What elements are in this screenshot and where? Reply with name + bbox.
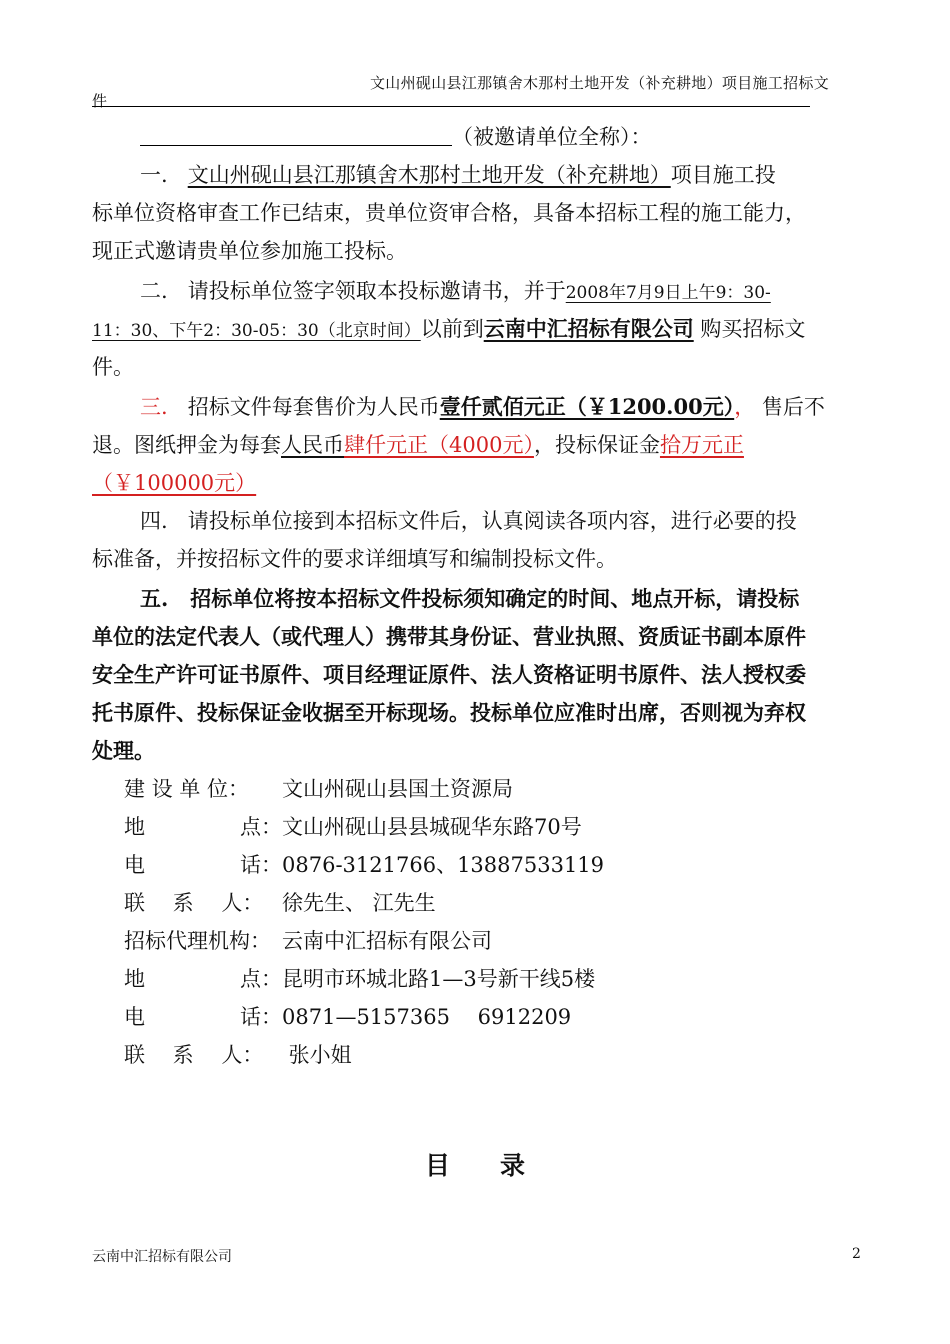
para4-line2: 标准备，并按招标文件的要求详细填写和编制投标文件。	[92, 547, 617, 571]
bid-bond: 拾万元正	[659, 433, 744, 457]
running-header-continuation: 件	[92, 92, 108, 110]
para2-line1	[140, 272, 912, 312]
para1-text: 项目施工投	[670, 163, 776, 187]
para2-text-b: 以前到	[420, 317, 484, 341]
owner-phone-label-b: 话：	[240, 853, 282, 877]
agency-unit-row	[124, 922, 896, 960]
agency-address-label	[124, 960, 282, 998]
para5-text: 招标单位将按本招标文件投标须知确定的时间、地点开标，请投标	[190, 586, 800, 611]
owner-phone-row	[124, 846, 896, 884]
agency-company: 云南中汇招标有限公司	[483, 316, 694, 341]
toc-title: 目录	[425, 1151, 576, 1180]
invitee-suffix: （被邀请单位全称）：	[452, 125, 652, 149]
para2-line3: 件。	[92, 355, 134, 379]
agency-address-value: 昆明市环城北路1—3号新干线5楼	[282, 967, 596, 991]
para5-line4: 托书原件、投标保证金收据至开标现场。投标单位应准时出席，否则视为弃权	[92, 700, 806, 725]
project-name: 文山州砚山县江那镇舍木那村土地开发（补充耕地）	[187, 163, 671, 187]
owner-address-label	[124, 808, 282, 846]
agency-phone-value: 0871—5157365 6912209	[282, 1005, 572, 1029]
owner-address-value: 文山州砚山县县城砚华东路70号	[282, 815, 582, 839]
invitee-line	[140, 118, 912, 156]
agency-phone-row	[124, 998, 896, 1036]
agency-contact-value: 张小姐	[282, 1043, 352, 1067]
para3-number: 三.	[140, 395, 168, 419]
sale-time-cont: 11：30、下午2：30-05：30（北京时间）	[92, 321, 421, 341]
agency-phone-label-a: 电	[124, 1005, 145, 1029]
page-number: 2	[852, 1246, 861, 1262]
owner-unit-label: 建 设 单 位：	[124, 777, 250, 801]
header-rule	[92, 106, 810, 107]
para5-line3: 安全生产许可证书原件、项目经理证原件、法人资格证明书原件、法人授权委	[92, 662, 806, 687]
owner-address-label-b: 点：	[240, 815, 282, 839]
para5-number: 五.	[140, 586, 169, 611]
para3-text: 招标文件每套售价为人民币	[187, 395, 440, 419]
para5-line1	[140, 580, 912, 618]
para1-number: 一.	[140, 163, 168, 187]
bid-bond-amount: （￥100000元）	[92, 471, 257, 495]
sale-time: 2008年7月9日上午9：30-	[565, 283, 771, 303]
para4-text: 请投标单位接到本招标文件后，认真阅读各项内容，进行必要的投	[187, 509, 797, 533]
para5-line2: 单位的法定代表人（或代理人）携带其身份证、营业执照、资质证书副本原件	[92, 624, 806, 649]
owner-phone-value: 0876-3121766、13887533119	[282, 853, 605, 877]
para3-line2	[92, 426, 864, 464]
agency-address-label-b: 点：	[240, 967, 282, 991]
para4-line1	[140, 502, 912, 540]
deposit-prefix: 人民币	[281, 433, 344, 457]
owner-contact-label: 联 系 人：	[124, 891, 264, 915]
agency-contact-row	[124, 1036, 896, 1074]
invitee-blank	[140, 125, 452, 146]
owner-contact-value: 徐先生、 江先生	[282, 891, 436, 915]
para5-line5: 处理。	[92, 738, 155, 763]
agency-unit-value: 云南中汇招标有限公司	[282, 929, 492, 953]
owner-unit-value: 文山州砚山县国土资源局	[282, 777, 513, 801]
para4-number: 四.	[140, 509, 168, 533]
owner-address-row	[124, 808, 896, 846]
document-price: 壹仟贰佰元正（￥1200.00元）	[439, 394, 735, 419]
owner-phone-label-a: 电	[124, 853, 145, 877]
agency-address-row	[124, 960, 896, 998]
owner-unit-row	[124, 770, 896, 808]
agency-unit-label: 招标代理机构：	[124, 929, 271, 953]
para2-number: 二.	[140, 279, 168, 303]
para3-comma: ，	[734, 395, 756, 419]
agency-address-label-a: 地	[124, 967, 145, 991]
para3-text-d: ，投标保证金	[533, 433, 660, 457]
para2-text: 请投标单位签字领取本投标邀请书，并于	[187, 279, 566, 303]
para1-line2: 标单位资格审查工作已结束，贵单位资审合格，具备本招标工程的施工能力，	[92, 201, 806, 225]
footer-company: 云南中汇招标有限公司	[92, 1249, 232, 1265]
para3-text-b: 售后不	[761, 395, 825, 419]
para2-text-c: 购买招标文	[700, 317, 806, 341]
para1-line1	[140, 156, 912, 194]
agency-contact-label: 联 系 人：	[124, 1043, 264, 1067]
running-header: 文山州砚山县江那镇舍木那村土地开发（补充耕地）项目施工招标文	[370, 74, 830, 92]
owner-address-label-a: 地	[124, 815, 145, 839]
para3-line3	[92, 464, 864, 502]
para2-line2	[92, 310, 864, 350]
agency-phone-label-b: 话：	[240, 1005, 282, 1029]
para3-line1	[140, 388, 912, 426]
para1-line3: 现正式邀请贵单位参加施工投标。	[92, 239, 407, 263]
drawing-deposit: 肆仟元正（4000元）	[344, 433, 534, 457]
owner-phone-label	[124, 846, 282, 884]
owner-contact-row	[124, 884, 896, 922]
agency-phone-label	[124, 998, 282, 1036]
para3-text-c: 退。图纸押金为每套	[92, 433, 281, 457]
